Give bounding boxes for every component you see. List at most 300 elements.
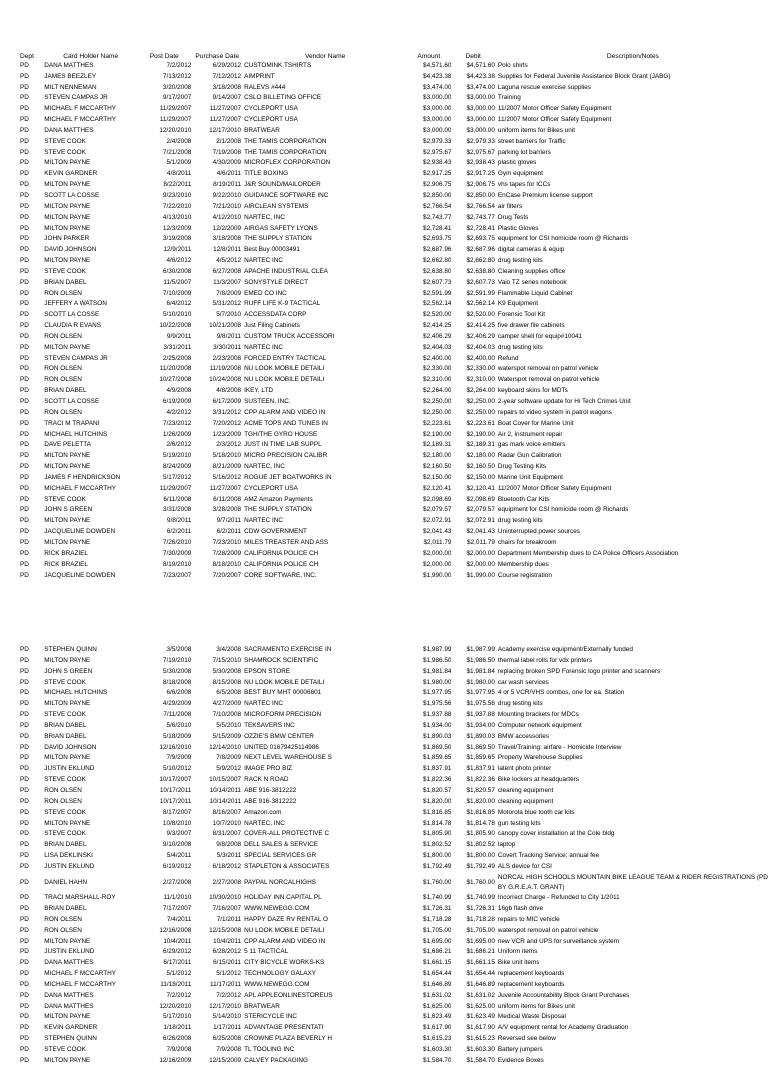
card-holder-cell: DAVE PELETTA <box>44 441 91 449</box>
card-holder-cell: MILTON PAYNE <box>44 452 91 460</box>
dept-cell: PD <box>20 560 29 568</box>
purchase-date-cell: 8/18/2010 <box>212 560 242 568</box>
vendor-cell: NEXT LEVEL WAREHOUSE S <box>244 754 332 762</box>
header-debit: Debit <box>465 52 481 60</box>
dept-cell: PD <box>20 246 29 254</box>
card-holder-cell: STEVE COOK <box>44 711 86 719</box>
post-date-cell: 7/11/2008 <box>163 711 192 719</box>
dept-cell: PD <box>20 430 29 438</box>
purchase-date-cell: 12/17/2010 <box>209 1002 242 1010</box>
debit-cell: $1,686.21 <box>466 948 495 956</box>
description-cell: Reversed see below <box>497 1035 556 1043</box>
amount-cell: $2,160.50 <box>423 463 452 471</box>
table-row <box>0 753 768 764</box>
description-cell: NORCAL HIGH SCHOOLS MOUNTAIN BIKE LEAGUE TEAM & RIDER REGISTRATIONS (PD BY G.R.E.A.T. GRANT) <box>497 873 768 891</box>
post-date-cell: 10/17/2011 <box>159 786 192 794</box>
debit-cell: $1,986.50 <box>466 656 495 664</box>
vendor-cell: ROGUE JET BOATWORKS IN <box>244 473 332 481</box>
post-date-cell: 9/10/2008 <box>162 841 192 849</box>
debit-cell: $1,800.00 <box>466 852 495 860</box>
vendor-cell: APACHE INDUSTRIAL CLEA <box>244 267 328 275</box>
card-holder-cell: SCOTT LA COSSE <box>44 191 100 199</box>
table-row <box>0 743 768 754</box>
description-cell: Drug Tests <box>497 213 529 221</box>
debit-cell: $2,189.31 <box>466 441 495 449</box>
amount-cell: $1,977.95 <box>423 689 452 697</box>
description-cell: latent photo printer <box>497 765 552 773</box>
post-date-cell: 9/3/2007 <box>166 830 192 838</box>
card-holder-cell: MILTON PAYNE <box>44 463 91 471</box>
table-row <box>0 321 768 332</box>
table-row <box>0 505 768 516</box>
post-date-cell: 11/29/2007 <box>159 484 192 492</box>
amount-cell: $1,820.57 <box>423 786 452 794</box>
description-cell: K9 Equipment <box>497 300 539 308</box>
table-row <box>0 699 768 710</box>
post-date-cell: 7/2/2012 <box>166 61 192 69</box>
table-row <box>0 527 768 538</box>
post-date-cell: 7/2/2012 <box>166 991 192 999</box>
vendor-cell: THE SUPPLY STATION <box>244 506 312 514</box>
header-dept: Dept <box>20 52 34 60</box>
post-date-cell: 7/21/2008 <box>162 148 192 156</box>
post-date-cell: 7/23/2007 <box>162 571 192 579</box>
debit-cell: $2,120.41 <box>466 484 495 492</box>
post-date-cell: 5/10/2010 <box>162 311 192 319</box>
post-date-cell: 5/19/2010 <box>162 452 192 460</box>
table-row <box>0 115 768 126</box>
card-holder-cell: MILTON PAYNE <box>44 1056 91 1064</box>
post-date-cell: 6/30/2008 <box>162 267 192 275</box>
purchase-date-cell: 7/1/2011 <box>216 915 242 923</box>
card-holder-cell: JUSTIN EKLUND <box>44 862 95 870</box>
table-row <box>0 375 768 386</box>
card-holder-cell: DAVID JOHNSON <box>44 246 97 254</box>
vendor-cell: MICROFLEX CORPORATION <box>244 159 331 167</box>
card-holder-cell: JUSTIN EKLUND <box>44 765 95 773</box>
amount-cell: $2,520.00 <box>423 311 452 319</box>
debit-cell: $2,190.00 <box>466 430 495 438</box>
post-date-cell: 7/9/2009 <box>166 754 192 762</box>
debit-cell: $1,816.85 <box>466 808 495 816</box>
purchase-date-cell: 5/16/2012 <box>212 473 242 481</box>
description-cell: Laguna rescue exercise supplies <box>497 83 591 91</box>
debit-cell: $1,646.89 <box>466 980 495 988</box>
table-row <box>0 915 768 926</box>
debit-cell: $1,726.31 <box>466 904 495 912</box>
purchase-date-cell: 5/9/2012 <box>216 765 242 773</box>
post-date-cell: 12/9/2011 <box>163 246 192 254</box>
purchase-date-cell: 8/21/2009 <box>212 463 242 471</box>
post-date-cell: 3/5/2008 <box>166 646 192 653</box>
amount-cell: $1,603.30 <box>423 1045 452 1053</box>
description-cell: chairs for breakroom <box>497 538 557 546</box>
table-row <box>0 969 768 980</box>
dept-cell: PD <box>20 721 29 729</box>
purchase-date-cell: 6/27/2008 <box>212 267 242 275</box>
amount-cell: $1,859.65 <box>423 754 452 762</box>
vendor-cell: RACK N ROAD <box>244 776 289 784</box>
dept-cell: PD <box>20 1013 29 1021</box>
amount-cell: $1,980.00 <box>423 678 452 686</box>
transactions-table-bottom <box>0 645 768 1067</box>
amount-cell: $2,120.41 <box>423 484 452 492</box>
purchase-date-cell: 2/27/2008 <box>212 878 242 886</box>
post-date-cell: 11/29/2007 <box>159 105 192 113</box>
purchase-date-cell: 1/23/2009 <box>212 430 242 438</box>
vendor-cell: THE TAMIS CORPORATION <box>244 137 327 145</box>
vendor-cell: COVER-ALL PROTECTIVE C <box>244 830 330 838</box>
table-row <box>0 440 768 451</box>
card-holder-cell: MILTON PAYNE <box>44 257 91 265</box>
description-cell: Uninterrupted power sources <box>497 528 580 536</box>
dept-cell: PD <box>20 862 29 870</box>
purchase-date-cell: 6/11/2008 <box>213 495 242 503</box>
dept-cell: PD <box>20 841 29 849</box>
table-row <box>0 808 768 819</box>
dept-cell: PD <box>20 904 29 912</box>
table-row <box>0 104 768 115</box>
post-date-cell: 9/17/2007 <box>162 94 192 102</box>
debit-cell: $2,180.00 <box>466 452 495 460</box>
table-row <box>0 829 768 840</box>
description-cell: plastic gloves <box>497 159 537 167</box>
purchase-date-cell: 1/17/2011 <box>213 1024 242 1032</box>
table-row <box>0 721 768 732</box>
purchase-date-cell: 10/30/2010 <box>209 894 242 902</box>
post-date-cell: 4/2/2012 <box>166 408 192 416</box>
card-holder-cell: RICK BRAZIEL <box>44 549 88 557</box>
vendor-cell: HAPPY DAZE RV RENTAL O <box>244 915 329 923</box>
amount-cell: $2,180.00 <box>423 452 452 460</box>
card-holder-cell: DANA MATTHES <box>44 61 94 69</box>
amount-cell: $2,414.25 <box>423 322 452 330</box>
purchase-date-cell: 7/16/2007 <box>212 904 242 912</box>
purchase-date-cell: 7/10/2008 <box>212 711 242 719</box>
vendor-cell: CITY BICYCLE WORKS-KS <box>244 959 325 967</box>
dept-cell: PD <box>20 181 29 189</box>
description-cell: Polo shirts <box>497 61 528 69</box>
card-holder-cell: JACQUELINE DOWDEN <box>44 528 116 536</box>
table-row <box>0 667 768 678</box>
post-date-cell: 4/9/2008 <box>166 387 192 395</box>
debit-cell: $1,695.00 <box>466 937 495 945</box>
amount-cell: $1,617.90 <box>423 1024 452 1032</box>
purchase-date-cell: 10/21/2008 <box>209 322 242 330</box>
purchase-date-cell: 8/16/2007 <box>212 808 242 816</box>
table-body-bottom <box>0 645 768 1067</box>
purchase-date-cell: 9/8/2008 <box>216 841 242 849</box>
card-holder-cell: JOHN PARKER <box>44 235 90 243</box>
debit-cell: $1,705.00 <box>466 926 495 934</box>
dept-cell: PD <box>20 213 29 221</box>
table-row <box>0 234 768 245</box>
amount-cell: $1,661.15 <box>423 959 452 967</box>
post-date-cell: 9/23/2010 <box>162 191 192 199</box>
vendor-cell: TEKSAVERS INC <box>244 721 295 729</box>
dept-cell: PD <box>20 137 29 145</box>
description-cell: Air 2, instrument repair <box>497 430 563 438</box>
card-holder-cell: RON OLSEN <box>44 365 82 373</box>
purchase-date-cell: 10/7/2010 <box>212 819 242 827</box>
purchase-date-cell: 2/1/2008 <box>216 137 242 145</box>
table-row <box>0 289 768 300</box>
amount-cell: $2,264.00 <box>423 387 452 395</box>
vendor-cell: NARTEC, INC <box>244 463 285 471</box>
table-row <box>0 862 768 873</box>
post-date-cell: 3/31/2008 <box>162 506 192 514</box>
debit-cell: $2,079.57 <box>466 506 495 514</box>
description-cell: Vaio TZ series notebook <box>497 278 567 286</box>
description-cell: Motorola blue tooth car kits <box>497 808 575 816</box>
post-date-cell: 6/19/2009 <box>162 398 192 405</box>
card-holder-cell: MILTON PAYNE <box>44 819 91 827</box>
debit-cell: $3,000.00 <box>466 126 495 134</box>
amount-cell: $2,979.33 <box>423 137 452 145</box>
table-row <box>0 93 768 104</box>
dept-cell: PD <box>20 656 29 664</box>
debit-cell: $1,890.03 <box>466 732 495 740</box>
card-holder-cell: MILTON PAYNE <box>44 213 91 221</box>
dept-cell: PD <box>20 235 29 243</box>
dept-cell: PD <box>20 1024 29 1032</box>
description-cell: cleaning equipment <box>497 797 554 805</box>
card-holder-cell: JEFFERY A WATSON <box>44 300 107 308</box>
card-holder-cell: JAMES BEEZLEY <box>44 72 97 80</box>
vendor-cell: TITLE BOXING <box>244 170 289 178</box>
table-row <box>0 256 768 267</box>
description-cell: Department Membership dues to CA Police Officers Association <box>497 549 679 557</box>
table-row <box>0 267 768 278</box>
debit-cell: $2,011.79 <box>466 538 495 546</box>
purchase-date-cell: 7/21/2010 <box>212 202 242 210</box>
debit-cell: $1,820.00 <box>466 797 495 805</box>
debit-cell: $2,850.00 <box>466 191 495 199</box>
amount-cell: $1,623.49 <box>423 1013 452 1021</box>
table-row <box>0 408 768 419</box>
card-holder-cell: BRIAN DABEL <box>44 387 87 395</box>
vendor-cell: SPECIAL SERVICES GR <box>244 852 317 860</box>
description-cell: Training <box>497 94 521 102</box>
description-cell: replacement keyboards <box>497 970 565 978</box>
dept-cell: PD <box>20 538 29 546</box>
amount-cell: $1,820.00 <box>423 797 452 805</box>
dept-cell: PD <box>20 300 29 308</box>
description-cell: replacement keyboards <box>497 980 565 988</box>
post-date-cell: 6/19/2012 <box>162 862 192 870</box>
post-date-cell: 12/16/2009 <box>159 1056 192 1064</box>
post-date-cell: 9/8/2011 <box>166 517 192 525</box>
description-cell: EnCase Premium license support <box>497 191 593 199</box>
purchase-date-cell: 7/15/2010 <box>212 656 242 664</box>
purchase-date-cell: 8/19/2011 <box>213 181 242 189</box>
debit-cell: $1,837.91 <box>466 765 495 773</box>
post-date-cell: 7/9/2008 <box>166 1045 192 1053</box>
purchase-date-cell: 6/15/2011 <box>213 959 242 967</box>
vendor-cell: SUSTEEN, INC. <box>244 398 291 405</box>
description-cell: Bluetooth Car Kits <box>497 495 550 503</box>
debit-cell: $2,938.43 <box>466 159 495 167</box>
amount-cell: $2,975.67 <box>423 148 452 156</box>
post-date-cell: 7/17/2007 <box>162 904 192 912</box>
amount-cell: $2,072.91 <box>423 517 452 525</box>
amount-cell: $2,662.80 <box>423 257 452 265</box>
debit-cell: $2,310.00 <box>466 376 495 384</box>
dept-cell: PD <box>20 991 29 999</box>
card-holder-cell: MILTON PAYNE <box>44 202 91 210</box>
purchase-date-cell: 11/27/2007 <box>209 105 242 113</box>
description-cell: car wash services <box>497 678 549 686</box>
description-cell: equipment for CSI homicide room @ Richards <box>497 506 629 514</box>
purchase-date-cell: 7/19/2008 <box>212 148 242 156</box>
vendor-cell: CYCLEPORT USA <box>244 116 298 124</box>
vendor-cell: WWW.NEWEGG.COM <box>244 980 310 988</box>
purchase-date-cell: 12/14/2010 <box>209 743 242 751</box>
description-cell: waterspot removal on patrol vehicle <box>497 365 599 373</box>
post-date-cell: 2/4/2008 <box>166 137 192 145</box>
card-holder-cell: STEVE COOK <box>44 495 86 503</box>
debit-cell: $2,150.00 <box>466 473 495 481</box>
amount-cell: $2,728.41 <box>423 224 452 232</box>
table-row <box>0 354 768 365</box>
post-date-cell: 11/18/2011 <box>160 980 192 988</box>
card-holder-cell: JOHN S GREEN <box>44 667 93 675</box>
amount-cell: $1,760.00 <box>423 878 452 886</box>
vendor-cell: ABE 916-3812222 <box>244 797 297 805</box>
post-date-cell: 10/17/2007 <box>159 776 192 784</box>
vendor-cell: RUFF LIFE K-9 TACTICAL <box>244 300 321 308</box>
amount-cell: $2,850.00 <box>423 191 452 199</box>
description-cell: 4 or 5 VCR/VHS combos, one for ea. Station <box>497 689 625 697</box>
card-holder-cell: MILTON PAYNE <box>44 1013 91 1021</box>
debit-cell: $2,414.25 <box>466 322 495 330</box>
purchase-date-cell: 7/20/2012 <box>212 419 242 427</box>
table-row <box>0 224 768 235</box>
debit-cell: $1,615.23 <box>466 1035 495 1043</box>
dept-cell: PD <box>20 311 29 319</box>
post-date-cell: 5/1/2012 <box>166 970 192 978</box>
debit-cell: $2,400.00 <box>466 354 495 362</box>
card-holder-cell: RON OLSEN <box>44 289 82 297</box>
table-row <box>0 310 768 321</box>
purchase-date-cell: 9/22/2010 <box>212 191 242 199</box>
amount-cell: $1,869.50 <box>423 743 452 751</box>
debit-cell: $1,805.90 <box>466 830 495 838</box>
amount-cell: $2,250.00 <box>423 398 452 405</box>
debit-cell: $2,766.54 <box>466 202 495 210</box>
debit-cell: $1,792.49 <box>466 862 495 870</box>
post-date-cell: 6/6/2008 <box>166 689 192 697</box>
amount-cell: $2,011.79 <box>423 538 452 546</box>
vendor-cell: NARTEC INC <box>244 517 284 525</box>
table-row <box>0 126 768 137</box>
vendor-cell: AMZ Amazon Payments <box>244 495 313 503</box>
amount-cell: $2,400.00 <box>423 354 452 362</box>
description-cell: digital cameras & equip <box>497 246 565 254</box>
post-date-cell: 12/16/2010 <box>159 743 192 751</box>
post-date-cell: 1/18/2011 <box>163 1024 192 1032</box>
dept-cell: PD <box>20 257 29 265</box>
card-holder-cell: BRIAN DABEL <box>44 721 87 729</box>
dept-cell: PD <box>20 678 29 686</box>
debit-cell: $2,250.00 <box>466 398 495 405</box>
purchase-date-cell: 7/23/2010 <box>212 538 242 546</box>
table-row <box>0 364 768 375</box>
post-date-cell: 7/10/2009 <box>162 289 192 297</box>
amount-cell: $2,190.00 <box>423 430 452 438</box>
vendor-cell: MICROFORM PRECISION <box>244 711 322 719</box>
purchase-date-cell: 3/28/2008 <box>212 506 242 514</box>
post-date-cell: 12/3/2009 <box>162 224 192 232</box>
purchase-date-cell: 5/15/2009 <box>212 732 242 740</box>
purchase-date-cell: 7/8/2009 <box>216 754 242 762</box>
dept-cell: PD <box>20 797 29 805</box>
description-cell: Evidence Boxes <box>497 1056 544 1064</box>
amount-cell: $2,766.54 <box>423 202 452 210</box>
debit-cell: $2,250.00 <box>466 408 495 416</box>
description-cell: Travel/Training: airfare - Homicide Interview <box>497 743 622 751</box>
table-row <box>0 764 768 775</box>
post-date-cell: 11/20/2008 <box>159 365 192 373</box>
vendor-cell: BRATWEAR <box>244 1002 280 1010</box>
description-cell: Drug Testing Kits <box>497 463 547 471</box>
table-row <box>0 419 768 430</box>
dept-cell: PD <box>20 894 29 902</box>
post-date-cell: 12/20/2010 <box>159 126 192 134</box>
table-row <box>0 278 768 289</box>
amount-cell: $2,330.00 <box>423 365 452 373</box>
purchase-date-cell: 8/15/2008 <box>212 678 242 686</box>
table-row <box>0 72 768 83</box>
purchase-date-cell: 6/25/2008 <box>212 1035 242 1043</box>
table-row <box>0 430 768 441</box>
card-holder-cell: DANA MATTHES <box>44 959 94 967</box>
purchase-date-cell: 12/17/2010 <box>209 126 242 134</box>
vendor-cell: CUSTOM TRUCK ACCESSORI <box>244 332 335 340</box>
debit-cell: $3,474.00 <box>466 83 495 91</box>
amount-cell: $1,981.84 <box>423 667 452 675</box>
description-cell: Covert Tracking Service; annual fee <box>497 852 600 860</box>
amount-cell: $2,000.00 <box>423 560 452 568</box>
description-cell: keyboard skins for MDTs <box>497 387 568 395</box>
debit-cell: $1,981.84 <box>466 667 495 675</box>
amount-cell: $1,625.00 <box>423 1002 452 1010</box>
dept-cell: PD <box>20 289 29 297</box>
post-date-cell: 5/1/2009 <box>166 159 192 167</box>
dept-cell: PD <box>20 549 29 557</box>
dept-cell: PD <box>20 948 29 956</box>
debit-cell: $4,571.60 <box>466 61 495 69</box>
dept-cell: PD <box>20 191 29 199</box>
amount-cell: $1,934.00 <box>423 721 452 729</box>
vendor-cell: IKEY, LTD <box>244 387 273 395</box>
table-row <box>0 484 768 495</box>
purchase-date-cell: 3/31/2012 <box>212 408 242 416</box>
purchase-date-cell: 7/28/2009 <box>212 549 242 557</box>
amount-cell: $1,802.52 <box>423 841 452 849</box>
debit-cell: $3,000.00 <box>466 116 495 124</box>
vendor-cell: MICRO PRECISION CALIBR <box>244 452 328 460</box>
dept-cell: PD <box>20 1035 29 1043</box>
dept-cell: PD <box>20 387 29 395</box>
description-cell: gas mark voice emitters <box>497 441 566 449</box>
post-date-cell: 6/26/2008 <box>162 1035 192 1043</box>
dept-cell: PD <box>20 700 29 708</box>
post-date-cell: 1/26/2009 <box>162 430 192 438</box>
dept-cell: PD <box>20 343 29 351</box>
amount-cell: $1,792.49 <box>423 862 452 870</box>
dept-cell: PD <box>20 830 29 838</box>
